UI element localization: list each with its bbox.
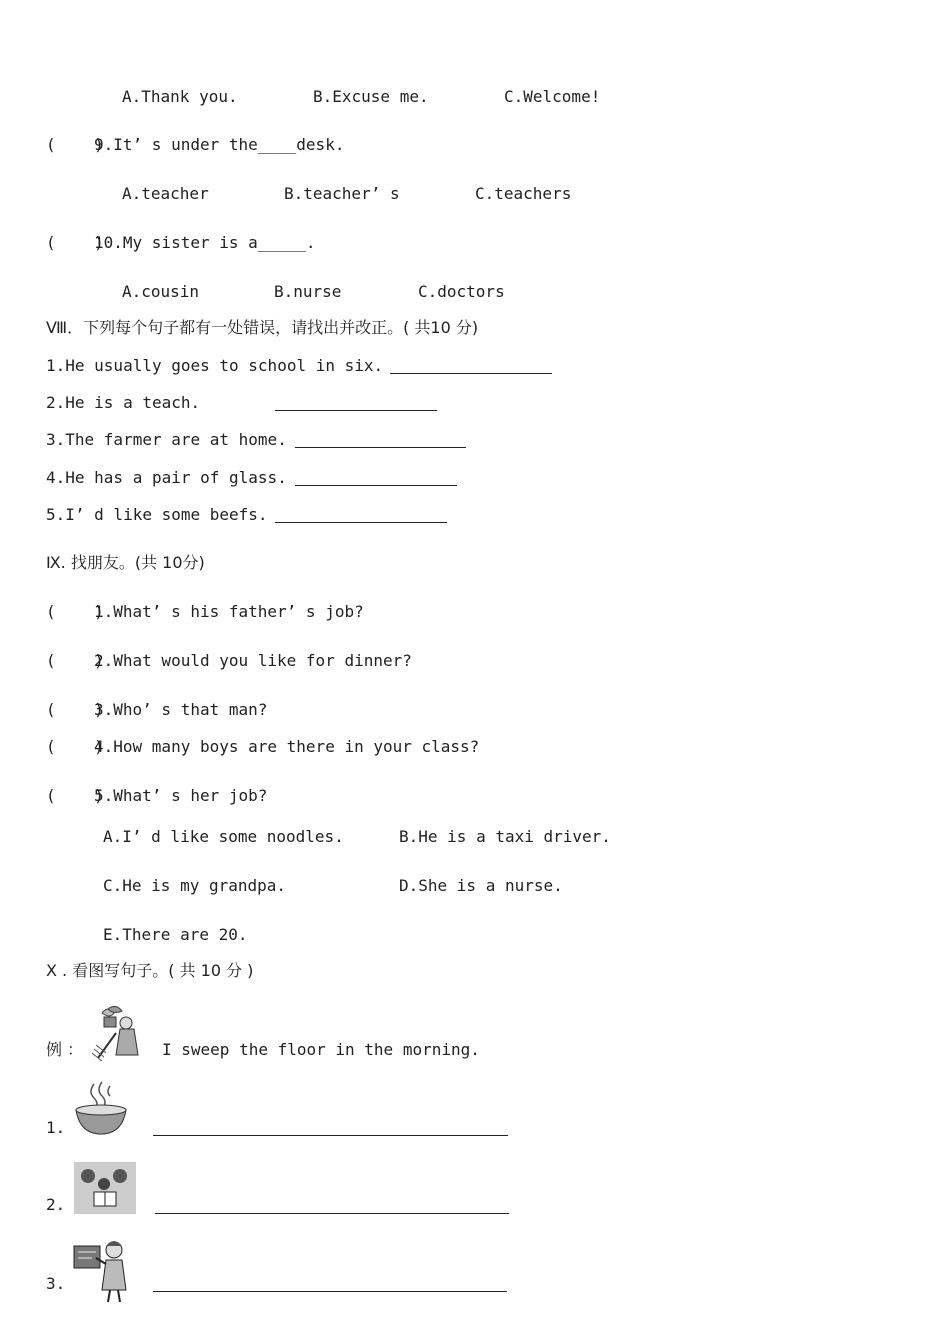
sec8-item-4: 4.He has a pair of glass. (46, 468, 287, 487)
sec9-paren-5: ( ) (46, 786, 104, 805)
q9-option-b: B.teacher’ s (284, 184, 400, 203)
q9-answer-paren: ( ) (46, 135, 104, 154)
sec8-item-1: 1.He usually goes to school in six. (46, 356, 384, 375)
q10-answer-paren: ( ) (46, 233, 104, 252)
sec9-question-5: 5.What’ s her job? (94, 786, 268, 805)
sec8-item-2: 2.He is a teach. (46, 393, 201, 412)
sec9-answer-d: D.She is a nurse. (399, 876, 563, 895)
q8-option-a: A.Thank you. (122, 87, 238, 106)
q9-option-c: C.teachers (475, 184, 572, 203)
section-9-title: Ⅸ. 找朋友。(共 10分) (46, 553, 205, 572)
sec10-item-1-number: 1. (46, 1118, 66, 1137)
sec9-question-1: 1.What’ s his father’ s job? (94, 602, 364, 621)
sec10-answer-line-1[interactable] (153, 1135, 508, 1136)
q10-option-c: C.doctors (418, 282, 505, 301)
sec8-answer-line-3[interactable] (295, 447, 466, 448)
sec8-item-3: 3.The farmer are at home. (46, 430, 287, 449)
sec9-answer-e: E.There are 20. (103, 925, 248, 944)
sec9-question-3: 3.Who’ s that man? (94, 700, 268, 719)
sec9-paren-3: ( ) (46, 700, 104, 719)
sec10-answer-line-3[interactable] (153, 1291, 507, 1292)
section-10-title: Ⅹ . 看图写句子。( 共 10 分 ) (46, 961, 254, 980)
sweeping-girl-image (90, 1003, 146, 1061)
sec9-answer-a: A.I’ d like some noodles. (103, 827, 344, 846)
family-reading-image (74, 1162, 136, 1214)
q10-option-b: B.nurse (274, 282, 342, 301)
sec9-question-4: 4.How many boys are there in your class? (94, 737, 480, 756)
noodle-bowl-image (72, 1080, 130, 1138)
q10-option-a: A.cousin (122, 282, 200, 301)
sec8-answer-line-5[interactable] (275, 522, 447, 523)
sec9-answer-c: C.He is my grandpa. (103, 876, 287, 895)
sec9-answer-b: B.He is a taxi driver. (399, 827, 611, 846)
q9-option-a: A.teacher (122, 184, 209, 203)
sec8-answer-line-2[interactable] (275, 410, 437, 411)
q8-option-c: C.Welcome! (504, 87, 601, 106)
sec9-paren-1: ( ) (46, 602, 104, 621)
sec8-item-5: 5.I’ d like some beefs. (46, 505, 268, 524)
sec8-answer-line-1[interactable] (390, 373, 552, 374)
sec8-answer-line-4[interactable] (295, 485, 457, 486)
teacher-image (72, 1240, 130, 1304)
sec9-question-2: 2.What would you like for dinner? (94, 651, 412, 670)
sec10-item-2-number: 2. (46, 1195, 66, 1214)
q10-stem: 10.My sister is a_____. (94, 233, 316, 252)
section-8-title: Ⅷ．下列每个句子都有一处错误，请找出并改正。( 共10 分) (46, 318, 479, 337)
sec9-paren-4: ( ) (46, 737, 104, 756)
sec9-paren-2: ( ) (46, 651, 104, 670)
sec10-answer-line-2[interactable] (155, 1213, 509, 1214)
example-sentence: I sweep the floor in the morning. (162, 1040, 480, 1059)
q8-option-b: B.Excuse me. (313, 87, 429, 106)
sec10-item-3-number: 3. (46, 1274, 66, 1293)
q9-stem: 9.It’ s under the____desk. (94, 135, 345, 154)
example-label: 例 ： (46, 1040, 84, 1059)
